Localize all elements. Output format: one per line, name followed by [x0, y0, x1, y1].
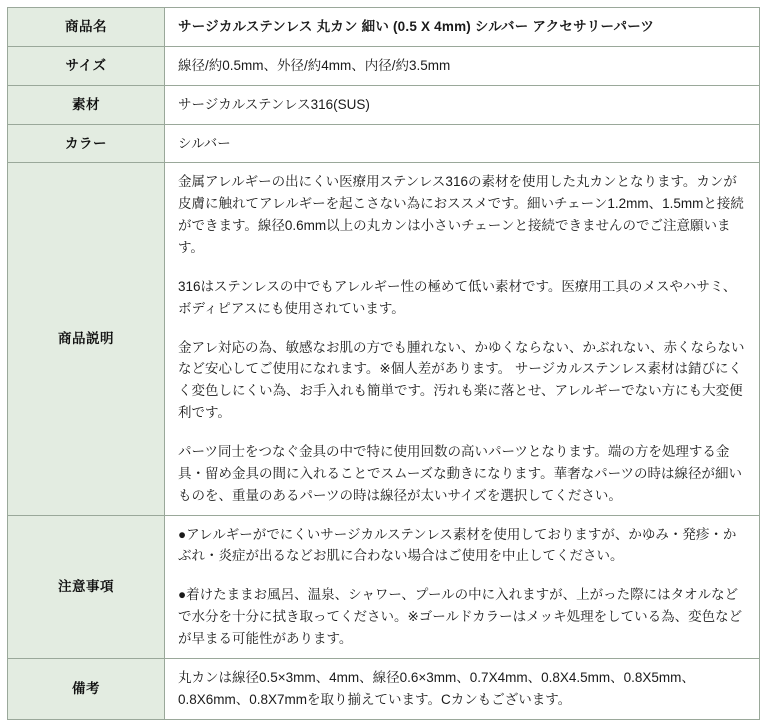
description-paragraph: 316はステンレスの中でもアレルギー性の極めて低い素材です。医療用工具のメスやハサミ、ボディピアスにも使用されています。 — [178, 278, 737, 316]
description-paragraph: 金アレ対応の為、敏感なお肌の方でも腫れない、かゆくならない、かぶれない、赤くならないなど安心してご使用になれます。※個人差があります。 サージカルステンレス素材は錆びにくく変色しにくい為、お手入れも簡単です。汚れも楽に落とせ、アレルギーでない方にも大変便利です。 — [178, 339, 745, 421]
table-row — [8, 46, 760, 85]
row-value-material — [165, 85, 760, 124]
description-paragraph: 金属アレルギーの出にくい医療用ステンレス316の素材を使用した丸カンとなります。カンが皮膚に触れてアレルギーを起こさない為におススメです。細いチェーン1.2mm、1.5mmと接続ができます。線径0.6mm以上の丸カンは小さいチェーンと接続できませんのでご注意願います。 — [178, 174, 744, 256]
table-row — [8, 85, 760, 124]
row-value-remarks — [165, 658, 760, 719]
row-value-description — [165, 163, 760, 515]
row-value-precautions — [165, 515, 760, 658]
table-row — [8, 8, 760, 47]
row-header-product-name: 商品名 — [8, 8, 165, 47]
description-paragraph: パーツ同士をつなぐ金具の中で特に使用回数の高いパーツとなります。端の方を処理する金具・留め金具の間に入れることでスムーズな動きになります。華奢なパーツの時は線径が細いものを、重量のあるパーツの時は線径が太いサイズを選択してください。 — [178, 444, 743, 503]
row-value-color — [165, 124, 760, 163]
row-header-description: 商品説明 — [8, 163, 165, 515]
product-name-text: サージカルステンレス 丸カン 細い (0.5 X 4mm) シルバー アクセサリーパーツ — [178, 19, 655, 34]
row-header-precautions: 注意事項 — [8, 515, 165, 658]
row-header-remarks: 備考 — [8, 658, 165, 719]
precautions-paragraph: ●着けたままお風呂、温泉、シャワー、プールの中に入れますが、上がった際にはタオルなどで水分を十分に拭き取ってください。※ゴールドカラーはメッキ処理をしている為、変色などが早まる可能性があります。 — [178, 587, 743, 647]
spec-table-body — [8, 8, 760, 720]
table-row — [8, 124, 760, 163]
row-value-size — [165, 46, 760, 85]
product-spec-table — [7, 7, 760, 720]
remarks-paragraph: 丸カンは線径0.5×3mm、4mm、線径0.6×3mm、0.7X4mm、0.8X4.5mm、0.8X5mm、0.8X6mm、0.8X7mmを取り揃えています。Cカンもございます。 — [178, 669, 695, 707]
precautions-paragraph: ●アレルギーがでにくいサージカルステンレス素材を使用しておりますが、かゆみ・発疹・かぶれ・炎症が出るなどお肌に合わない場合はご使用を中止してください。 — [178, 526, 737, 564]
row-header-color: カラー — [8, 124, 165, 163]
material-text: サージカルステンレス316(SUS) — [178, 96, 370, 112]
table-row — [8, 658, 760, 719]
row-header-size: サイズ — [8, 46, 165, 85]
table-row — [8, 515, 760, 658]
size-text: 線径/約0.5mm、外径/約4mm、内径/約3.5mm — [178, 57, 451, 73]
row-value-product-name — [165, 8, 760, 47]
row-header-material: 素材 — [8, 85, 165, 124]
table-row — [8, 163, 760, 515]
color-text: シルバー — [178, 135, 231, 151]
